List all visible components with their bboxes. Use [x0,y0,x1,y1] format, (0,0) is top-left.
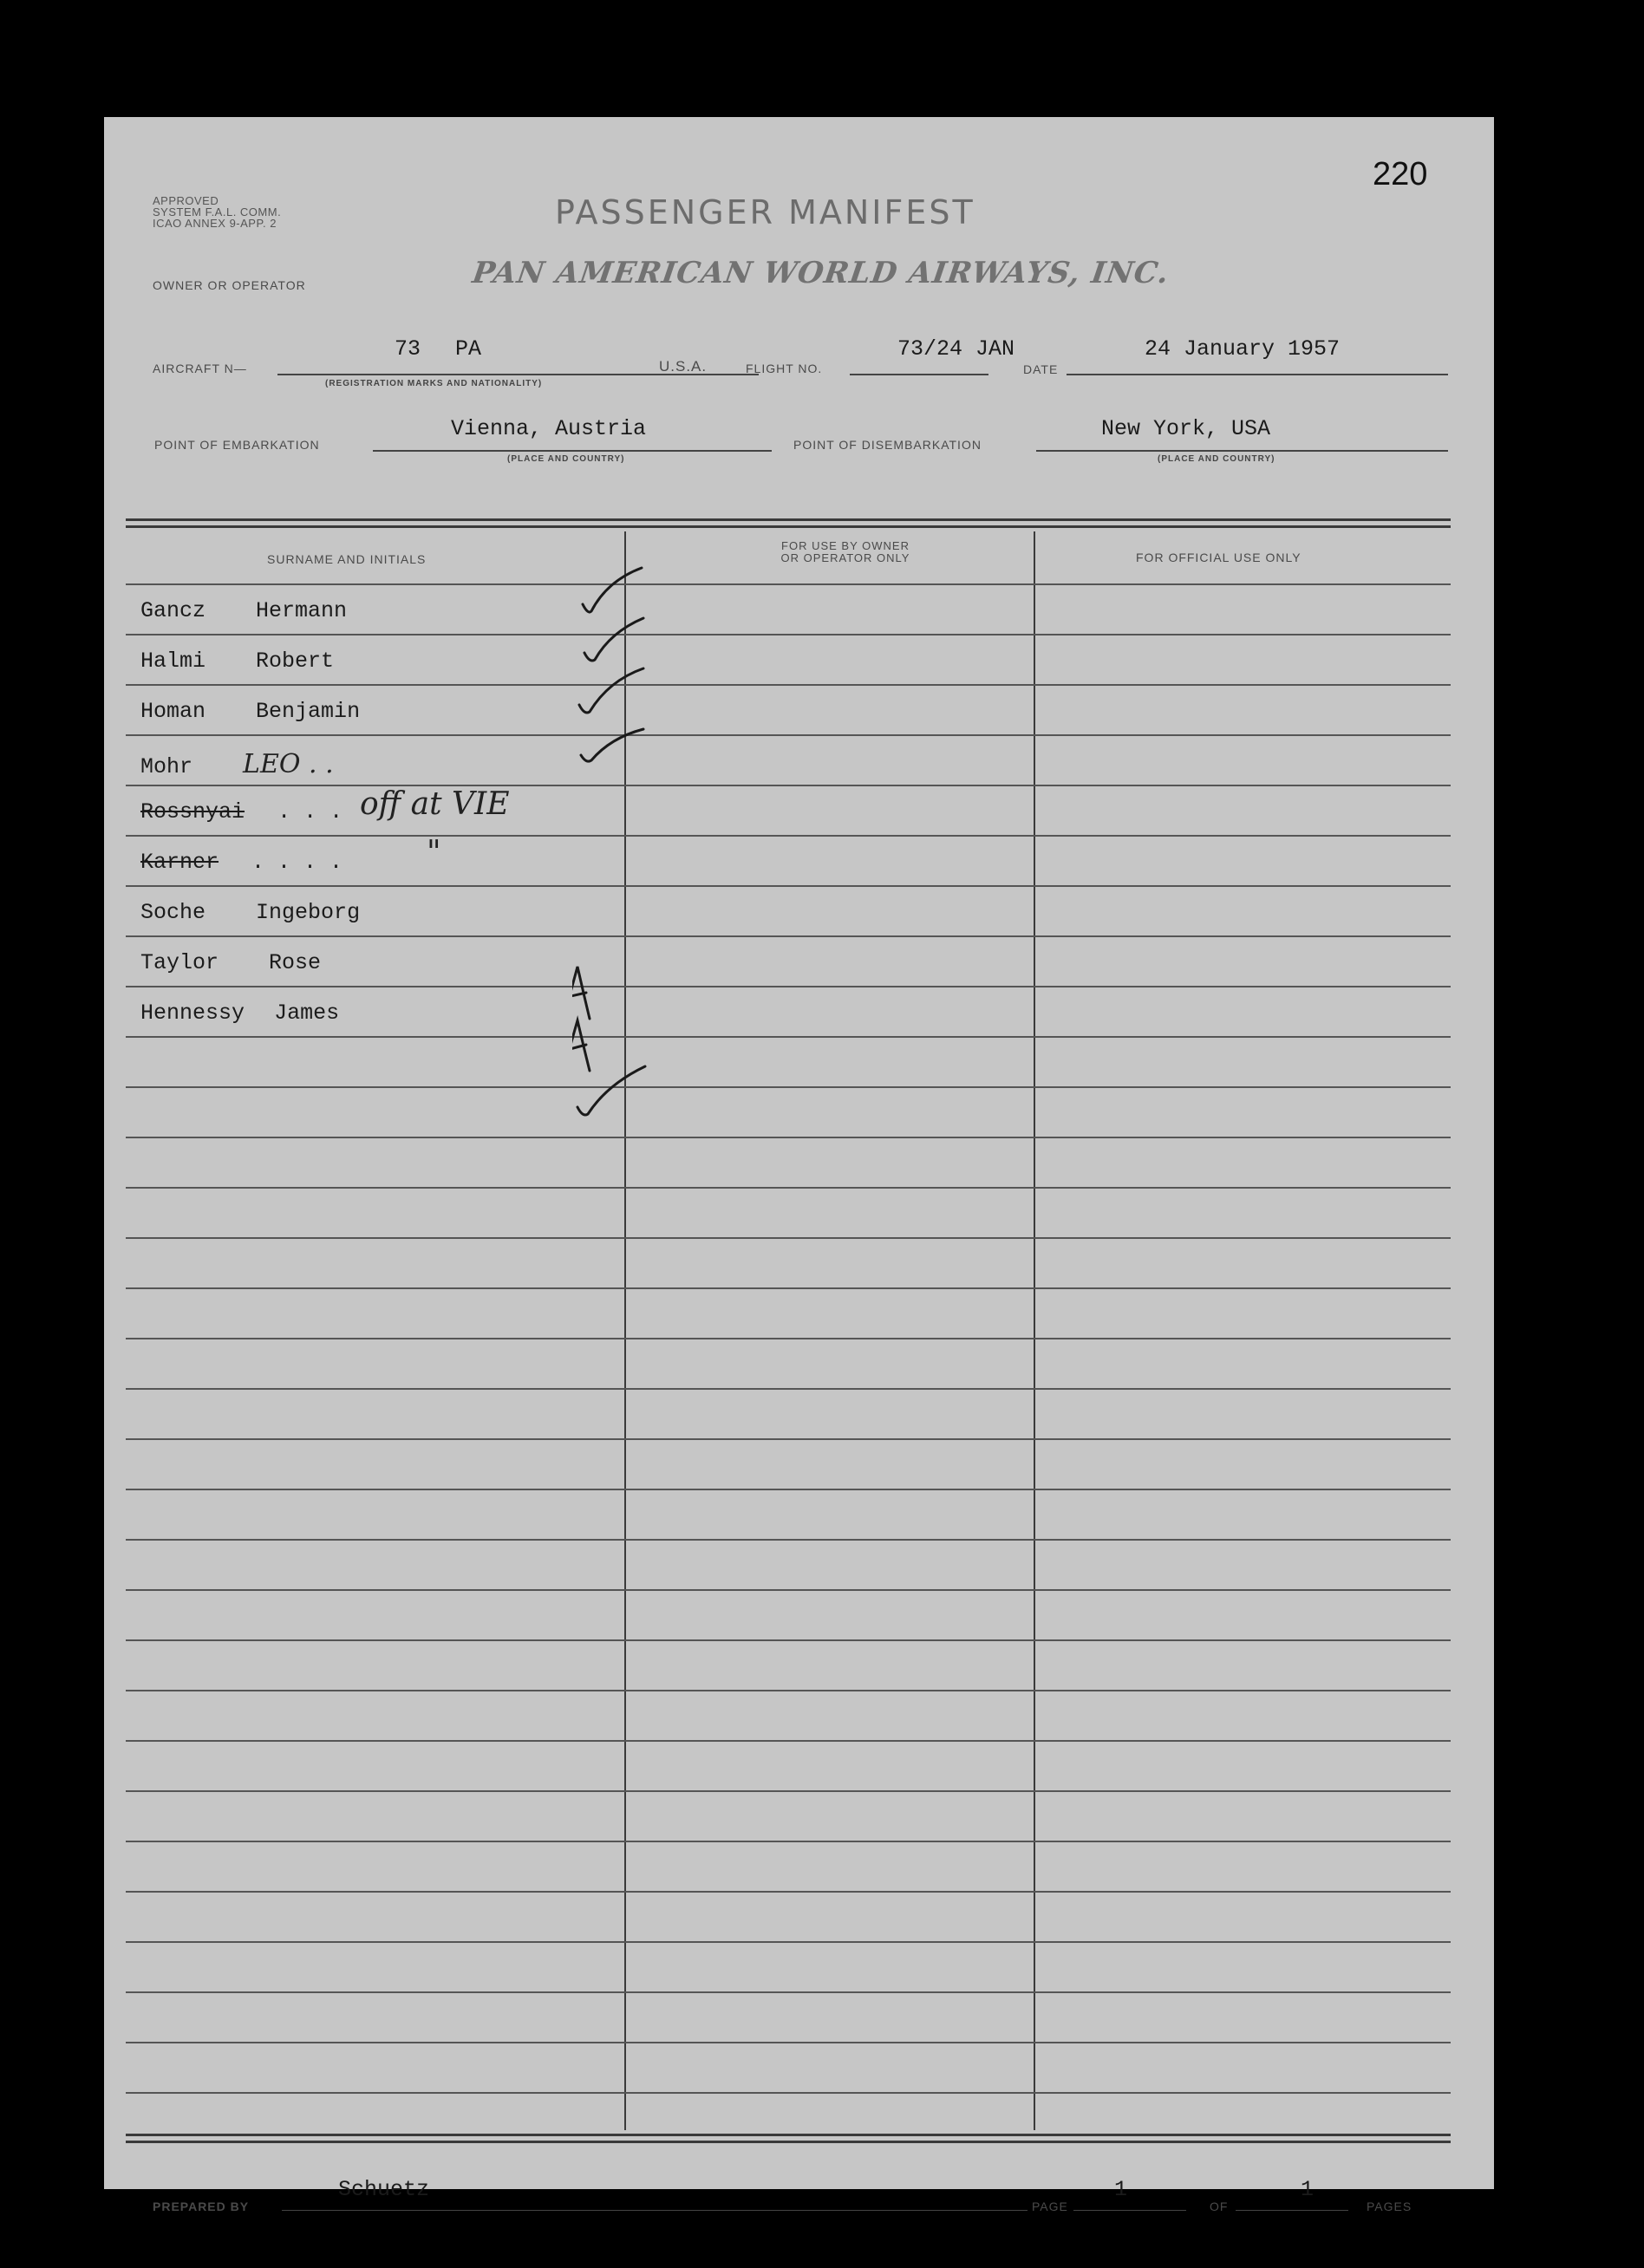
table-row-line [126,785,1451,786]
ditto-mark: " [427,835,441,870]
passenger-given: . . . . [251,850,343,875]
check-mark-icon [583,568,642,612]
passenger-surname: Karner [140,850,219,875]
table-row-line [126,1690,1451,1691]
table-row-line [126,1740,1451,1742]
embarkation-label: POINT OF EMBARKATION [154,438,320,452]
check-mark-icon [584,618,643,661]
disembarkation-underline [1036,450,1448,452]
page-label: PAGE [1032,2200,1068,2213]
table-row-line [126,885,1451,887]
table-row-line [126,1489,1451,1490]
check-marks [572,559,676,1131]
initials-mark-icon [572,1020,590,1071]
passenger-row [140,699,360,724]
table-row-line [126,1539,1451,1541]
disembarkation-label: POINT OF DISEMBARKATION [793,438,982,452]
table-row-line [126,634,1451,635]
table-row-line [126,1790,1451,1792]
table-row-line [126,1589,1451,1591]
table-row-line [126,2092,1451,2094]
owner-label: OWNER OR OPERATOR [153,278,306,292]
column-header-owner: FOR USE BY OWNER OR OPERATOR ONLY [780,539,910,564]
aircraft-number: 73 [395,336,421,362]
passenger-row [140,799,342,824]
table-top-rule [126,525,1451,528]
passenger-given: Rose [269,950,322,975]
of-label: OF [1210,2200,1229,2213]
table-row-line [126,1941,1451,1943]
passenger-surname: Halmi [140,648,206,674]
passenger-surname: Mohr [140,754,193,779]
passenger-given: Robert [256,648,335,674]
date-label: DATE [1023,362,1059,376]
pages-label: PAGES [1367,2200,1412,2213]
passenger-given: LEO . . [243,749,334,779]
column-header-official: FOR OFFICIAL USE ONLY [1136,551,1302,564]
check-mark-icon [581,729,643,761]
prepared-value: Schuetz [338,2177,430,2202]
page-underline [1073,2210,1186,2211]
passenger-row [140,749,334,779]
table-row-line [126,583,1451,585]
passenger-surname: Taylor [140,950,219,975]
table-top-rule [126,518,1451,521]
embarkation-underline [373,450,772,452]
passenger-row [140,850,342,875]
check-mark-icon [579,668,643,713]
manifest-sheet [104,117,1494,2213]
prepared-underline [282,2210,1028,2211]
table-row-line [126,1438,1451,1440]
passenger-row [140,1000,339,1026]
table-row-line [126,1237,1451,1239]
passenger-row [140,950,321,975]
passenger-row [140,648,334,674]
table-row-line [126,1891,1451,1893]
table-row-line [126,1388,1451,1390]
passenger-surname: Homan [140,699,206,724]
passenger-surname: Hennessy [140,1000,245,1026]
approval-line: APPROVED [153,194,219,207]
table-row-line [126,1639,1451,1641]
passenger-row [140,598,347,623]
disembarkation-value: New York, USA [1101,416,1271,441]
usa-label: U.S.A. [659,358,708,375]
passenger-given: Benjamin [256,699,361,724]
check-mark-icon [577,1066,645,1115]
of-underline [1236,2210,1348,2211]
date-underline [1067,374,1448,375]
table-row-line [126,684,1451,686]
table-bottom-rule [126,2134,1451,2136]
flight-value: 73/24 JAN [897,336,1015,362]
passenger-given: . . . [277,799,343,824]
passenger-surname: Rossnyai [140,799,245,824]
page-title: PASSENGER MANIFEST [555,193,975,231]
passenger-given: Hermann [256,598,348,623]
table-row-line [126,1086,1451,1088]
page-number: 220 [1373,156,1428,192]
table-row-line [126,935,1451,937]
table-row-line [126,1036,1451,1038]
operator-name: PAN AMERICAN WORLD AIRWAYS, INC. [470,256,1171,290]
table-row-line [126,1287,1451,1289]
table-row-line [126,1338,1451,1339]
aircraft-suffix: PA [455,336,482,362]
table-row-line [126,1841,1451,1842]
table-row-line [126,986,1451,987]
embarkation-value: Vienna, Austria [451,416,647,441]
table-row-line [126,2042,1451,2043]
aircraft-value [395,336,481,362]
handwritten-note: off at VIE [360,786,510,822]
of-value: 1 [1301,2177,1315,2202]
table-row-line [126,1137,1451,1138]
flight-label: FLIGHT NO. [746,362,823,375]
approval-line: ICAO ANNEX 9-APP. 2 [153,217,277,230]
prepared-label: PREPARED BY [153,2200,250,2213]
passenger-surname: Soche [140,900,206,925]
aircraft-sub: (REGISTRATION MARKS AND NATIONALITY) [325,379,543,388]
table-bottom-rule [126,2141,1451,2143]
aircraft-label: AIRCRAFT N— [153,362,247,375]
embarkation-sub: (PLACE AND COUNTRY) [507,454,625,464]
passenger-surname: Gancz [140,598,206,623]
flight-underline [850,374,988,375]
passenger-row [140,900,360,925]
column-header-surname: SURNAME AND INITIALS [267,552,427,566]
initials-mark-icon [572,967,590,1019]
passenger-given: James [274,1000,340,1026]
page-value: 1 [1114,2177,1128,2202]
approval-block [153,195,281,229]
table-row-line [126,835,1451,837]
disembarkation-sub: (PLACE AND COUNTRY) [1158,454,1275,464]
table-row-line [126,734,1451,736]
date-value: 24 January 1957 [1145,336,1341,362]
table-row-line [126,1187,1451,1189]
table-row-line [126,1991,1451,1993]
approval-line: SYSTEM F.A.L. COMM. [153,205,282,218]
passenger-given: Ingeborg [256,900,361,925]
